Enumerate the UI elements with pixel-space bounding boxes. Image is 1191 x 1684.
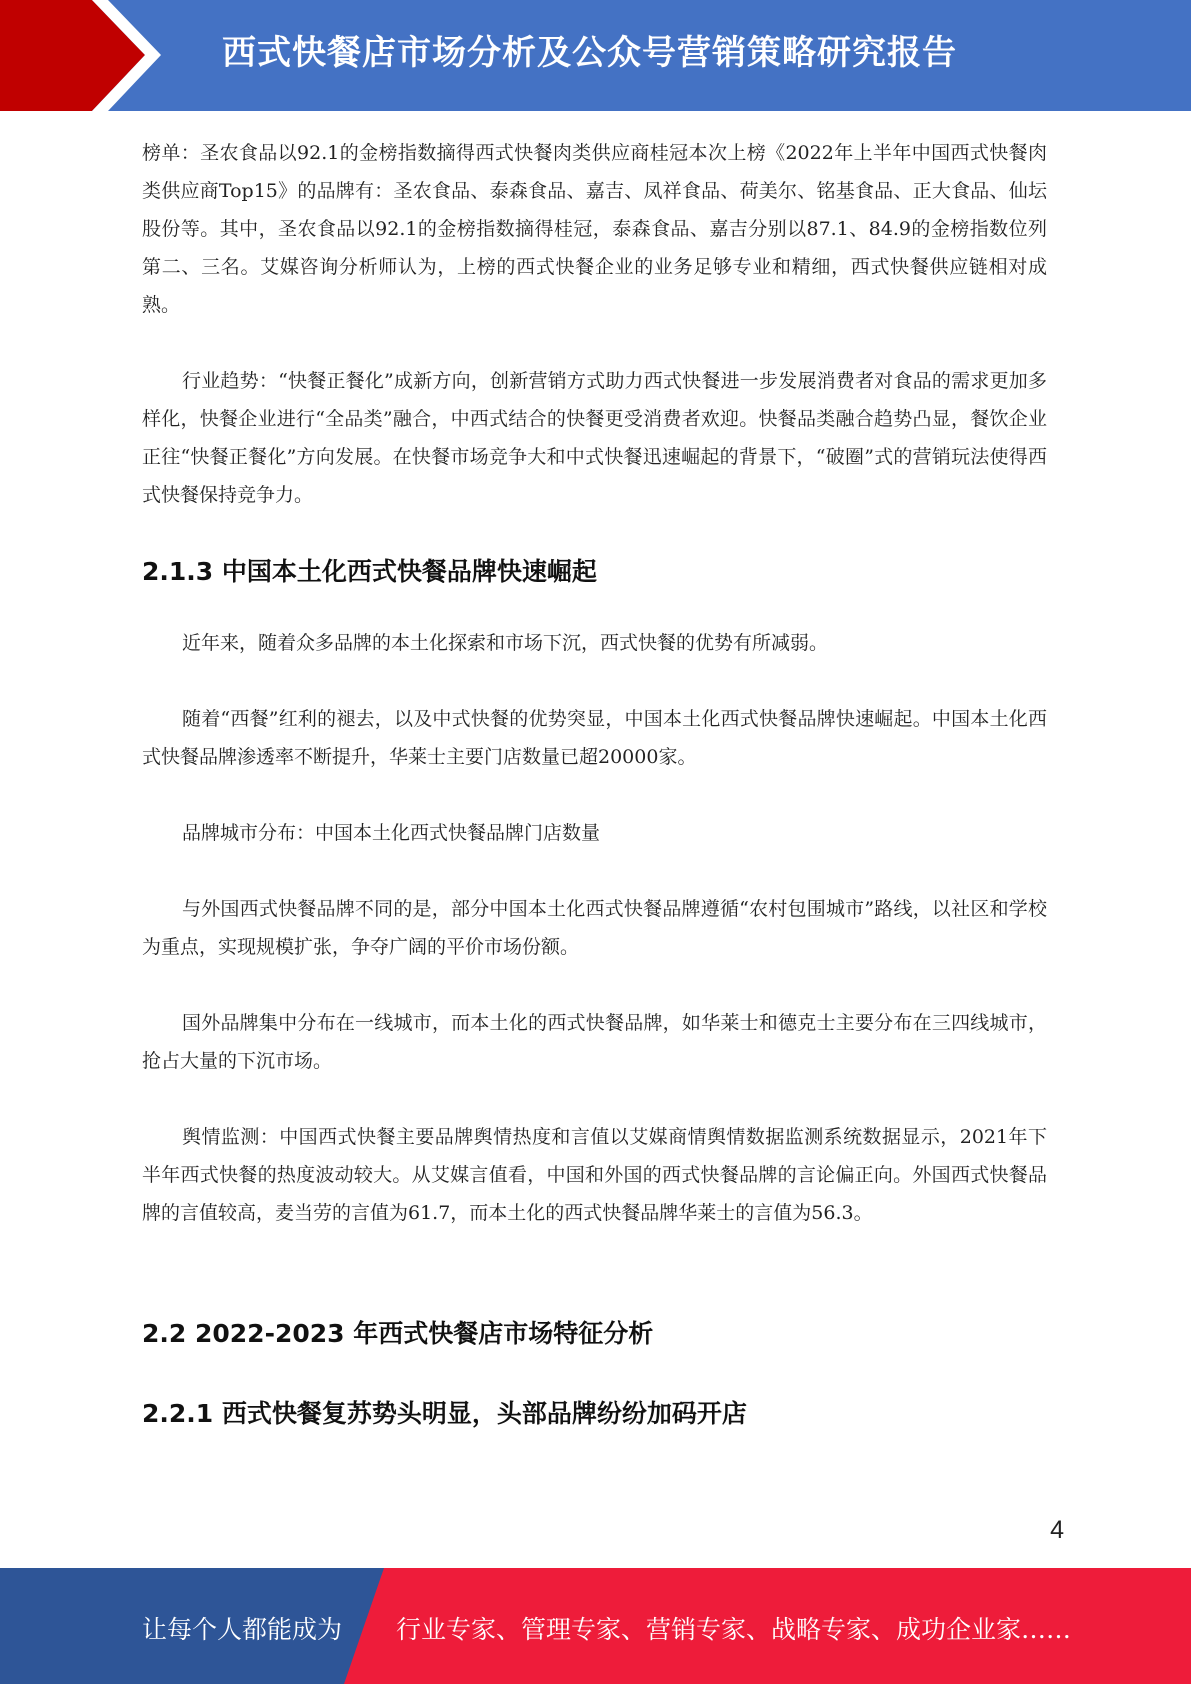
paragraph-sentiment-monitoring: 舆情监测：中国西式快餐主要品牌舆情热度和言值以艾媒商情舆情数据监测系统数据显示，2021年下半年西式快餐的热度波动较大。从艾媒言值看，中国和外国的西式快餐品牌的言论偏正向。外国西式快餐品牌的言值较高，麦当劳的言值为61.7，而本土化的西式快餐品牌华莱士的言值为56.3。	[142, 1126, 1047, 1224]
paragraph-rural-strategy: 与外国西式快餐品牌不同的是，部分中国本土化西式快餐品牌遵循“农村包围城市”路线，以社区和学校为重点，实现规模扩张，争夺广阔的平价市场份额。	[142, 898, 1047, 958]
paragraph-industry-trend: 行业趋势：“快餐正餐化”成新方向，创新营销方式助力西式快餐进一步发展消费者对食品的需求更加多样化，快餐企业进行“全品类”融合，中西式结合的快餐更受消费者欢迎。快餐品类融合趋势凸显，餐饮企业正往“快餐正餐化”方向发展。在快餐市场竞争大和中式快餐迅速崛起的背景下，“破圈”式的营销玩法使得西式快餐保持竞争力。	[142, 370, 1047, 506]
paragraph-rankings: 榜单：圣农食品以92.1的金榜指数摘得西式快餐肉类供应商桂冠本次上榜《2022年上半年中国西式快餐肉类供应商Top15》的品牌有：圣农食品、泰森食品、嘉吉、凤祥食品、荷美尔、铭基食品、正大食品、仙坛股份等。其中，圣农食品以92.1的金榜指数摘得桂冠，泰森食品、嘉吉分别以87.1、84.9的金榜指数位列第二、三名。艾媒咨询分析师认为，上榜的西式快餐企业的业务足够专业和精细，西式快餐供应链相对成熟。	[142, 142, 1047, 316]
document-title: 西式快餐店市场分析及公众号营销策略研究报告	[222, 33, 957, 73]
footer-slogan-left: 让每个人都能成为	[142, 1615, 343, 1644]
page-header	[0, 0, 1191, 111]
paragraph-recent-years: 近年来，随着众多品牌的本土化探索和市场下沉，西式快餐的优势有所减弱。	[182, 632, 829, 654]
section-heading-2-2-1: 2.2.1 西式快餐复苏势头明显，头部品牌纷纷加码开店	[142, 1399, 747, 1428]
paragraph-foreign-brands: 国外品牌集中分布在一线城市，而本土化的西式快餐品牌，如华莱士和德克士主要分布在三四线城市，抢占大量的下沉市场。	[142, 1012, 1047, 1072]
section-heading-2-2: 2.2 2022-2023 年西式快餐店市场特征分析	[142, 1319, 654, 1348]
document-body	[142, 134, 1047, 1430]
paragraph-city-distribution: 品牌城市分布：中国本土化西式快餐品牌门店数量	[182, 822, 601, 844]
page-number: 4	[1050, 1516, 1064, 1544]
page-footer	[0, 1568, 1191, 1684]
section-heading-2-1-3: 2.1.3 中国本土化西式快餐品牌快速崛起	[142, 557, 597, 586]
paragraph-local-brands-rise: 随着“西餐”红利的褪去，以及中式快餐的优势突显，中国本土化西式快餐品牌快速崛起。中国本土化西式快餐品牌渗透率不断提升，华莱士主要门店数量已超20000家。	[142, 708, 1047, 768]
footer-slogan-right: 行业专家、管理专家、营销专家、战略专家、成功企业家……	[396, 1615, 1072, 1644]
